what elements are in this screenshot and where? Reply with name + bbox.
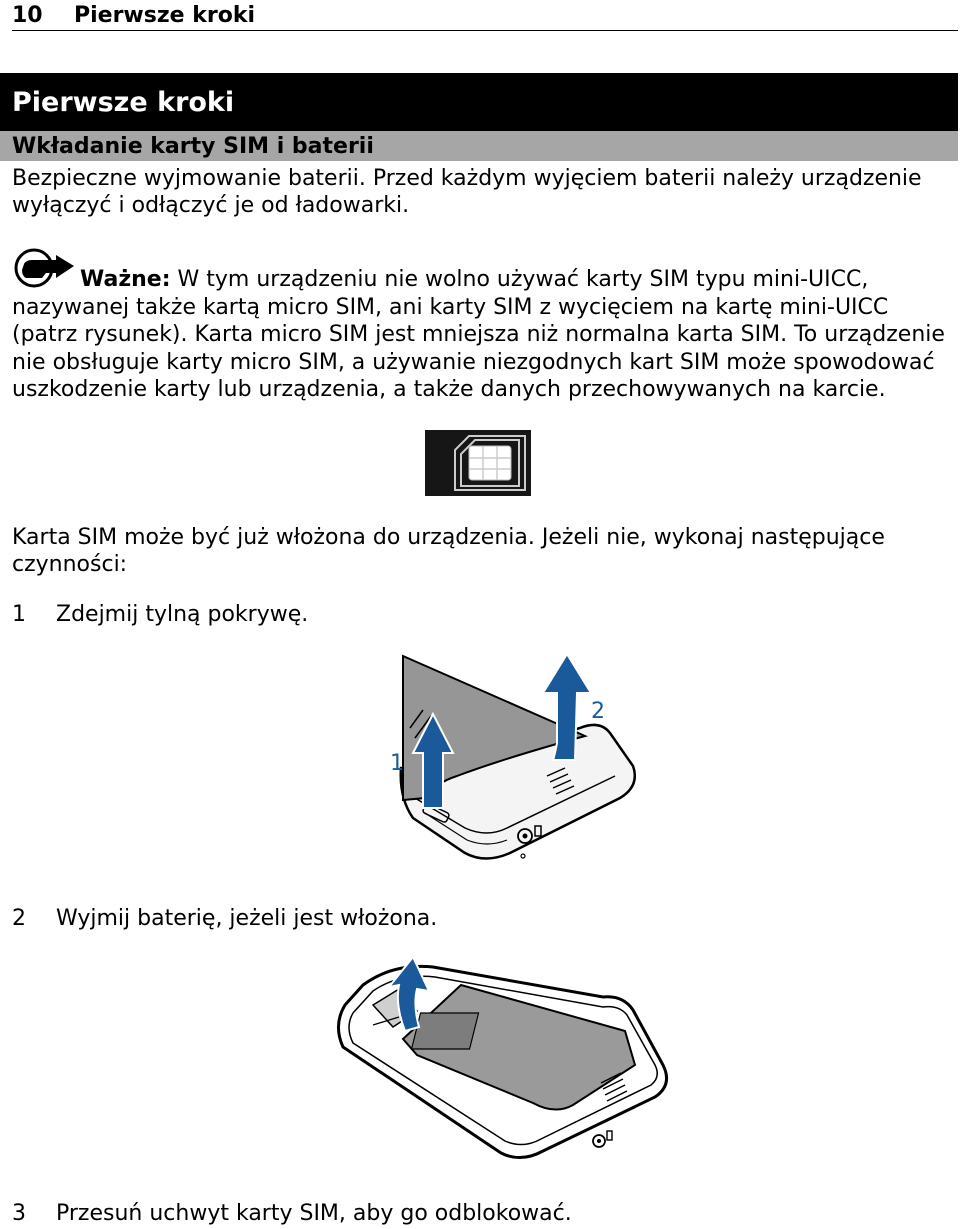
sim-intro-paragraph: Karta SIM może być już włożona do urządzenia. Jeżeli nie, wykonaj następujące czynności: bbox=[12, 525, 885, 577]
important-note bbox=[12, 266, 948, 404]
running-title: Pierwsze kroki bbox=[74, 2, 256, 28]
step-number: 3 bbox=[12, 1201, 26, 1226]
section-title: Wkładanie karty SIM i baterii bbox=[0, 131, 958, 161]
step-text: Przesuń uchwyt karty SIM, aby go odblokować. bbox=[56, 1201, 572, 1226]
battery-safety-paragraph: Bezpieczne wyjmowanie baterii. Przed każdym wyjęciem baterii należy urządzenie wyłączyć i odłączyć je od ładowarki. bbox=[12, 166, 922, 218]
back-cover-removal-illustration bbox=[390, 648, 650, 866]
page-header bbox=[12, 0, 958, 31]
step-text: Wyjmij baterię, jeżeli jest włożona. bbox=[56, 906, 438, 931]
sim-card-illustration bbox=[425, 430, 531, 496]
step-number: 2 bbox=[12, 906, 26, 931]
page-number: 10 bbox=[12, 2, 43, 28]
arrow-label-1: 1 bbox=[390, 751, 404, 776]
step-1 bbox=[12, 601, 308, 628]
step-2 bbox=[12, 905, 437, 932]
battery-removal-illustration bbox=[333, 955, 673, 1165]
note-body: W tym urządzeniu nie wolno używać karty SIM typu mini-UICC, nazywanej także kartą micro SIM, ani karty SIM z wycięciem na kartę mini-UICC (patrz rysunek). Karta micro SIM jest mniejsza niż normalna karta SIM. To urządzenie nie obsługuje karty micro SIM, a używanie niezgodnych kart SIM może spowodować uszkodzenie karty lub urządzenia, a także danych przechowywanych na karcie. bbox=[12, 267, 945, 402]
arrow-label-2: 2 bbox=[591, 699, 605, 724]
note-label: Ważne: bbox=[80, 267, 171, 292]
step-text: Zdejmij tylną pokrywę. bbox=[56, 602, 309, 627]
step-number: 1 bbox=[12, 602, 26, 627]
pointing-hand-icon bbox=[12, 244, 78, 290]
chapter-title: Pierwsze kroki bbox=[0, 73, 958, 131]
step-3 bbox=[12, 1200, 572, 1227]
